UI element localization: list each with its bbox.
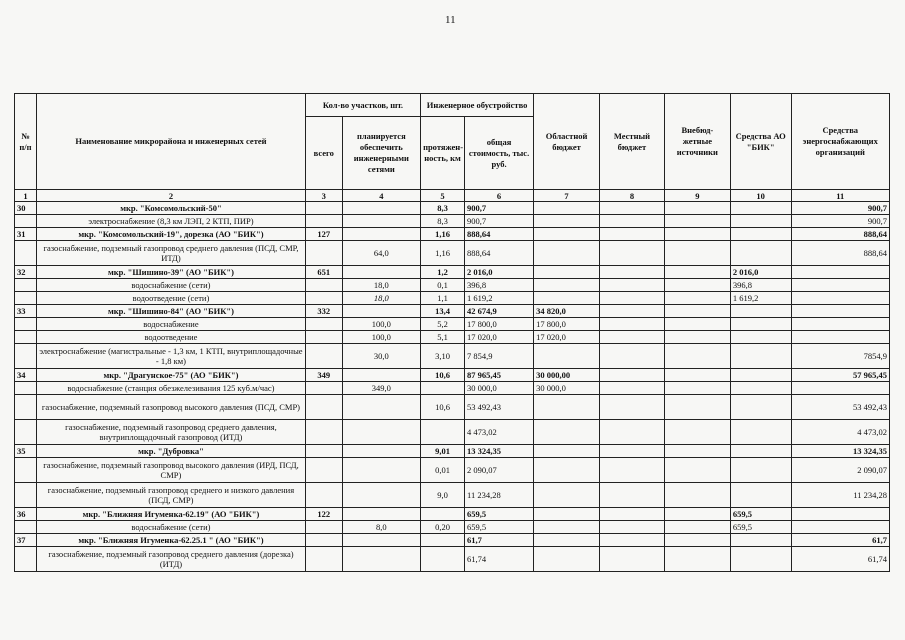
local-budget [600,279,665,292]
length-km: 8,3 [421,202,465,215]
row-number [15,279,37,292]
row-name: газоснабжение, подземный газопровод высокого давления (ПСД, СМР) [36,395,305,420]
energy-funds [791,318,889,331]
local-budget [600,508,665,521]
offbudget [664,228,730,241]
offbudget [664,305,730,318]
regional-budget [534,266,600,279]
length-km: 5,2 [421,318,465,331]
regional-budget [534,215,600,228]
energy-funds: 13 324,35 [791,445,889,458]
offbudget [664,395,730,420]
regional-budget [534,420,600,445]
network-row [15,279,890,292]
total-cost: 888,64 [465,228,534,241]
row-name: газоснабжение, подземный газопровод среднего давления (дорезка) (ИТД) [36,547,305,572]
row-name: мкр. "Шишино-39" (АО "БИК") [36,266,305,279]
network-row [15,458,890,483]
row-name: водоснабжение [36,318,305,331]
row-name: мкр. "Дубровка" [36,445,305,458]
row-number: 37 [15,534,37,547]
offbudget [664,318,730,331]
total-cost: 17 020,0 [465,331,534,344]
plots-planned [342,420,421,445]
total-cost: 659,5 [465,521,534,534]
offbudget [664,369,730,382]
row-number [15,458,37,483]
plots-planned [342,395,421,420]
total-cost: 61,7 [465,534,534,547]
plots-total [305,382,342,395]
offbudget [664,483,730,508]
row-number: 31 [15,228,37,241]
energy-funds [791,521,889,534]
bik-funds [730,382,791,395]
local-budget [600,369,665,382]
row-name: мкр. "Ближняя Игуменка-62.25.1 " (АО "БИК") [36,534,305,547]
plots-total [305,318,342,331]
length-km: 1,16 [421,241,465,266]
offbudget [664,266,730,279]
plots-total: 127 [305,228,342,241]
plots-planned [342,202,421,215]
bik-funds [730,241,791,266]
network-row [15,382,890,395]
local-budget [600,331,665,344]
plots-planned: 349,0 [342,382,421,395]
row-number: 36 [15,508,37,521]
energy-funds [791,279,889,292]
row-name: мкр. "Драгунское-75" (АО "БИК") [36,369,305,382]
row-number [15,292,37,305]
network-row [15,318,890,331]
column-number: 5 [421,190,465,202]
energy-funds: 900,7 [791,202,889,215]
bik-funds: 659,5 [730,521,791,534]
row-number: 33 [15,305,37,318]
bik-funds: 396,8 [730,279,791,292]
row-number: 35 [15,445,37,458]
district-row [15,266,890,279]
length-km [421,547,465,572]
regional-budget [534,521,600,534]
plots-planned [342,508,421,521]
offbudget [664,420,730,445]
column-number: 10 [730,190,791,202]
length-km: 1,2 [421,266,465,279]
network-row [15,521,890,534]
plots-planned: 8,0 [342,521,421,534]
network-row [15,344,890,369]
row-name: водоотведение (сети) [36,292,305,305]
regional-budget: 30 000,00 [534,369,600,382]
offbudget [664,215,730,228]
row-name: газоснабжение, подземный газопровод среднего и низкого давления (ПСД, СМР) [36,483,305,508]
local-budget [600,458,665,483]
local-budget [600,266,665,279]
row-name: водоснабжение (сети) [36,521,305,534]
local-budget [600,228,665,241]
plots-planned [342,369,421,382]
bik-funds: 2 016,0 [730,266,791,279]
row-number: 30 [15,202,37,215]
length-km: 0,1 [421,279,465,292]
length-km [421,534,465,547]
bik-funds [730,305,791,318]
district-row [15,369,890,382]
local-budget [600,420,665,445]
total-cost: 61,74 [465,547,534,572]
regional-budget [534,445,600,458]
energy-funds: 900,7 [791,215,889,228]
header-engineering-group: Инженерное обустройство [421,94,534,117]
length-km [421,420,465,445]
regional-budget [534,202,600,215]
column-number: 6 [465,190,534,202]
length-km: 1,1 [421,292,465,305]
length-km: 8,3 [421,215,465,228]
total-cost: 396,8 [465,279,534,292]
row-number: 32 [15,266,37,279]
length-km: 0,01 [421,458,465,483]
energy-funds [791,508,889,521]
regional-budget [534,344,600,369]
column-number: 9 [664,190,730,202]
district-row [15,305,890,318]
row-name: электроснабжение (8,3 км ЛЭП, 2 КТП, ПИР) [36,215,305,228]
header-regional-budget: Областной бюджет [534,94,600,190]
regional-budget [534,483,600,508]
regional-budget [534,241,600,266]
header-plots-total: всего [305,117,342,190]
plots-total [305,534,342,547]
column-number: 4 [342,190,421,202]
plots-planned [342,458,421,483]
total-cost: 4 473,02 [465,420,534,445]
offbudget [664,534,730,547]
regional-budget: 34 820,0 [534,305,600,318]
local-budget [600,344,665,369]
plots-total: 122 [305,508,342,521]
energy-funds [791,292,889,305]
district-row [15,508,890,521]
regional-budget: 30 000,0 [534,382,600,395]
regional-budget [534,508,600,521]
plots-planned: 30,0 [342,344,421,369]
length-km: 9,01 [421,445,465,458]
column-number: 8 [600,190,665,202]
plots-planned: 100,0 [342,331,421,344]
offbudget [664,241,730,266]
offbudget [664,292,730,305]
bik-funds [730,318,791,331]
row-number [15,521,37,534]
row-number [15,420,37,445]
header-num: № п/п [15,94,37,190]
plots-planned [342,305,421,318]
length-km [421,382,465,395]
length-km: 0,20 [421,521,465,534]
bik-funds [730,331,791,344]
plots-total [305,279,342,292]
total-cost: 2 016,0 [465,266,534,279]
header-cost: общая стоимость, тыс. руб. [465,117,534,190]
column-number: 1 [15,190,37,202]
plots-total [305,445,342,458]
length-km: 9,0 [421,483,465,508]
energy-funds [791,331,889,344]
total-cost: 42 674,9 [465,305,534,318]
row-name: мкр. "Комсомольский-50" [36,202,305,215]
row-number [15,318,37,331]
plots-planned [342,534,421,547]
plots-total: 349 [305,369,342,382]
local-budget [600,534,665,547]
header-length: протяжен-ность, км [421,117,465,190]
plots-total [305,395,342,420]
row-name: водоснабжение (станция обезжелезивания 125 куб.м/час) [36,382,305,395]
energy-funds: 61,7 [791,534,889,547]
plots-total [305,458,342,483]
district-row [15,228,890,241]
bik-funds [730,228,791,241]
plots-total [305,331,342,344]
plots-total: 651 [305,266,342,279]
network-row [15,241,890,266]
row-name: газоснабжение, подземный газопровод среднего давления, внутриплощадочный газопровод (ИТД) [36,420,305,445]
local-budget [600,382,665,395]
energy-funds: 4 473,02 [791,420,889,445]
plots-total [305,547,342,572]
column-number: 3 [305,190,342,202]
network-row [15,292,890,305]
plots-total [305,215,342,228]
length-km: 3,10 [421,344,465,369]
local-budget [600,445,665,458]
bik-funds [730,395,791,420]
page-number: 11 [445,14,456,26]
column-number: 7 [534,190,600,202]
plots-total [305,420,342,445]
plots-planned [342,266,421,279]
offbudget [664,458,730,483]
plots-planned: 100,0 [342,318,421,331]
header-plots-planned: планируется обеспечить инженерными сетями [342,117,421,190]
regional-budget [534,547,600,572]
bik-funds [730,483,791,508]
column-number: 11 [791,190,889,202]
offbudget [664,508,730,521]
local-budget [600,202,665,215]
plots-planned [342,547,421,572]
bik-funds [730,420,791,445]
offbudget [664,547,730,572]
district-row [15,202,890,215]
header-local-budget: Местный бюджет [600,94,665,190]
local-budget [600,318,665,331]
offbudget [664,202,730,215]
row-name: газоснабжение, подземный газопровод среднего давления (ПСД, СМР, ИТД) [36,241,305,266]
row-number [15,344,37,369]
total-cost: 659,5 [465,508,534,521]
plots-total [305,241,342,266]
local-budget [600,241,665,266]
regional-budget: 17 020,0 [534,331,600,344]
row-name: электроснабжение (магистральные - 1,3 км, 1 КТП, внутриплощадочные - 1,8 км) [36,344,305,369]
column-number: 2 [36,190,305,202]
header-energy: Средства энергоснабжающих организаций [791,94,889,190]
length-km: 1,16 [421,228,465,241]
total-cost: 17 800,0 [465,318,534,331]
plots-planned [342,228,421,241]
bik-funds [730,445,791,458]
energy-funds: 888,64 [791,241,889,266]
row-number [15,395,37,420]
network-row [15,395,890,420]
offbudget [664,382,730,395]
row-name: мкр. "Ближняя Игуменка-62.19" (АО "БИК") [36,508,305,521]
bik-funds [730,534,791,547]
plots-planned [342,445,421,458]
bik-funds [730,344,791,369]
regional-budget [534,292,600,305]
column-numbers-row [15,190,890,202]
energy-funds: 7854,9 [791,344,889,369]
energy-funds: 11 234,28 [791,483,889,508]
local-budget [600,215,665,228]
total-cost: 2 090,07 [465,458,534,483]
regional-budget: 17 800,0 [534,318,600,331]
total-cost: 30 000,0 [465,382,534,395]
total-cost: 87 965,45 [465,369,534,382]
row-name: водоснабжение (сети) [36,279,305,292]
regional-budget [534,228,600,241]
plots-total [305,483,342,508]
total-cost: 53 492,43 [465,395,534,420]
header-plots-group: Кол-во участков, шт. [305,94,420,117]
regional-budget [534,279,600,292]
local-budget [600,395,665,420]
local-budget [600,547,665,572]
energy-funds [791,305,889,318]
total-cost: 11 234,28 [465,483,534,508]
energy-funds [791,266,889,279]
energy-funds: 53 492,43 [791,395,889,420]
district-row [15,534,890,547]
plots-total [305,344,342,369]
energy-funds: 57 965,45 [791,369,889,382]
plots-planned [342,215,421,228]
row-number [15,382,37,395]
row-name: мкр. "Комсомольский-19", дорезка (АО "БИК") [36,228,305,241]
header-name: Наименование микрорайона и инженерных сетей [36,94,305,190]
bik-funds [730,369,791,382]
length-km: 13,4 [421,305,465,318]
row-number [15,483,37,508]
bik-funds [730,215,791,228]
offbudget [664,344,730,369]
network-row [15,215,890,228]
local-budget [600,521,665,534]
plots-total [305,202,342,215]
row-name: водоотведение [36,331,305,344]
energy-funds [791,382,889,395]
row-number: 34 [15,369,37,382]
energy-funds: 61,74 [791,547,889,572]
bik-funds: 1 619,2 [730,292,791,305]
length-km: 10,6 [421,369,465,382]
network-row [15,547,890,572]
regional-budget [534,534,600,547]
district-row [15,445,890,458]
plots-total [305,292,342,305]
offbudget [664,445,730,458]
plots-total [305,521,342,534]
regional-budget [534,395,600,420]
total-cost: 888,64 [465,241,534,266]
total-cost: 7 854,9 [465,344,534,369]
row-name: газоснабжение, подземный газопровод высокого давления (ИРД, ПСД, СМР) [36,458,305,483]
length-km [421,508,465,521]
bik-funds [730,458,791,483]
bik-funds [730,547,791,572]
total-cost: 900,7 [465,202,534,215]
header-bik: Средства АО "БИК" [730,94,791,190]
plots-total: 332 [305,305,342,318]
row-number [15,547,37,572]
network-row [15,483,890,508]
bik-funds: 659,5 [730,508,791,521]
bik-funds [730,202,791,215]
total-cost: 1 619,2 [465,292,534,305]
row-name: мкр. "Шишино-84" (АО "БИК") [36,305,305,318]
regional-budget [534,458,600,483]
plots-planned: 18,0 [342,292,421,305]
length-km: 5,1 [421,331,465,344]
total-cost: 13 324,35 [465,445,534,458]
offbudget [664,279,730,292]
row-number [15,241,37,266]
network-row [15,331,890,344]
network-row [15,420,890,445]
local-budget [600,305,665,318]
investment-table [14,93,890,572]
length-km: 10,6 [421,395,465,420]
header-offbudget: Внебюд-жетные источники [664,94,730,190]
offbudget [664,331,730,344]
energy-funds: 888,64 [791,228,889,241]
row-number [15,215,37,228]
total-cost: 900,7 [465,215,534,228]
row-number [15,331,37,344]
offbudget [664,521,730,534]
plots-planned: 18,0 [342,279,421,292]
plots-planned [342,483,421,508]
local-budget [600,292,665,305]
local-budget [600,483,665,508]
plots-planned: 64,0 [342,241,421,266]
energy-funds: 2 090,07 [791,458,889,483]
